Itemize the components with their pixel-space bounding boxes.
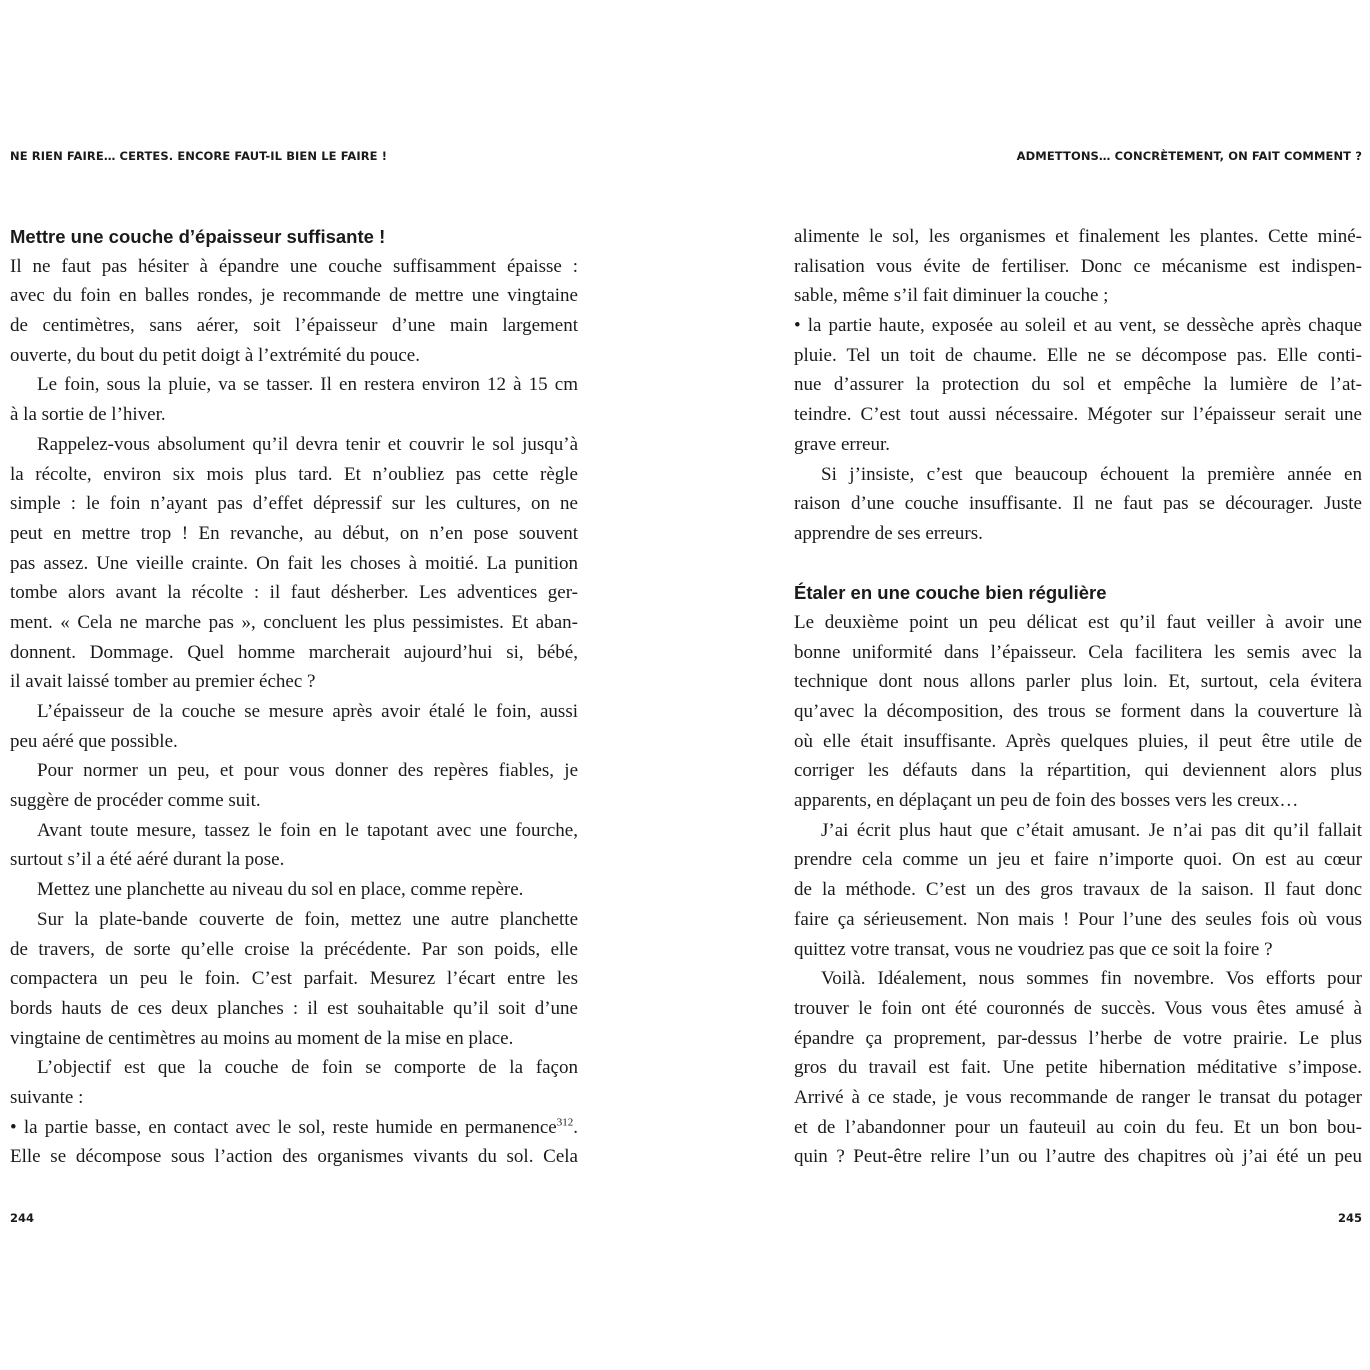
text-line: grave erreur. xyxy=(794,433,890,455)
text-line: de la méthode. C’est un des gros travaux de la saison. Il faut donc xyxy=(794,879,1362,901)
running-head-left: NE RIEN FAIRE… CERTES. ENCORE FAUT-IL BIEN LE FAIRE ! xyxy=(10,149,388,163)
text-line: teindre. C’est tout aussi nécessaire. Mégoter sur l’épaisseur serait une xyxy=(794,404,1362,426)
text-line: ralisation vous évite de fertiliser. Donc ce mécanisme est indispen- xyxy=(794,255,1362,277)
text-line: pluie. Tel un toit de chaume. Elle ne se décompose pas. Elle conti- xyxy=(794,344,1362,366)
text-line: L’objectif est que la couche de foin se comporte de la façon xyxy=(37,1057,578,1079)
text-line: gros du travail est fait. Une petite hibernation méditative s’impose. xyxy=(794,1057,1362,1079)
text-line: avec du foin en balles rondes, je recommande de mettre une vingtaine xyxy=(10,285,578,307)
text-line: bonne uniformité dans l’épaisseur. Cela facilitera les semis avec la xyxy=(794,641,1362,663)
page-number-right: 245 xyxy=(1337,1211,1362,1225)
text-line: • la partie haute, exposée au soleil et au vent, se dessèche après chaque xyxy=(794,315,1362,337)
text-line: ouverte, du bout du petit doigt à l’extrémité du pouce. xyxy=(10,344,420,366)
text-line: technique dont nous allons parler plus loin. Et, surtout, cela évitera xyxy=(794,671,1362,693)
text-line: suivante : xyxy=(10,1086,84,1108)
text-line: surtout s’il a été aéré durant la pose. xyxy=(10,849,285,871)
text-line: où elle était insuffisante. Après quelques pluies, il peut être utile de xyxy=(794,730,1362,752)
right-page xyxy=(794,0,1362,1370)
text-line: Pour normer un peu, et pour vous donner des repères fiables, je xyxy=(37,760,578,782)
text-line: prendre cela comme un jeu et faire n’importe quoi. On est au cœur xyxy=(794,849,1362,871)
text-line: suggère de procéder comme suit. xyxy=(10,790,261,812)
running-head-right: ADMETTONS… CONCRÈTEMENT, ON FAIT COMMENT ? xyxy=(1016,149,1362,163)
text-line: • la partie basse, en contact avec le sol, reste humide en permanence$^{312}$. xyxy=(10,1116,578,1138)
text-line: vingtaine de centimètres au moins au moment de la mise en place. xyxy=(10,1027,514,1049)
text-line: quittez votre transat, vous ne voudriez pas que ce soit la foire ? xyxy=(794,938,1273,960)
text-line: bords hauts de ces deux planches : il est souhaitable qu’il soit d’une xyxy=(10,997,578,1019)
text-line: nue d’assurer la protection du sol et empêche la lumière de l’at- xyxy=(794,374,1362,396)
text-line: alimente le sol, les organismes et finalement les plantes. Cette miné- xyxy=(794,226,1362,247)
text-line: Il ne faut pas hésiter à épandre une couche suffisamment épaisse : xyxy=(10,255,578,277)
text-line: Rappelez-vous absolument qu’il devra tenir et couvrir le sol jusqu’à xyxy=(37,433,578,455)
text-line: Le deuxième point un peu délicat est qu’il faut veiller à avoir une xyxy=(794,611,1362,633)
text-line: J’ai écrit plus haut que c’était amusant. Je n’ai pas dit qu’il fallait xyxy=(821,819,1362,841)
text-line: Si j’insiste, c’est que beaucoup échouent la première année en xyxy=(821,463,1362,485)
text-line: Sur la plate-bande couverte de foin, mettez une autre planchette xyxy=(37,908,578,930)
page-number-left: 244 xyxy=(10,1211,35,1225)
text-line: L’épaisseur de la couche se mesure après avoir étalé le foin, aussi xyxy=(37,701,578,722)
text-line: pas assez. Une vieille crainte. On fait les choses à moitié. La punition xyxy=(10,552,578,574)
left-page-body xyxy=(10,222,578,1172)
text-line: raison d’une couche insuffisante. Il ne faut pas se décourager. Juste xyxy=(794,493,1362,515)
right-page-body xyxy=(794,222,1362,1172)
text-line: simple : le foin n’ayant pas d’effet dépressif sur les cultures, on ne xyxy=(10,493,578,515)
text-line: qu’avec la décomposition, des trous se forment dans la couverture là xyxy=(794,701,1362,722)
text-line: la récolte, environ six mois plus tard. Et n’oubliez pas cette règle xyxy=(10,463,578,485)
text-line: trouver le foin ont été couronnés de succès. Vous vous êtes amusé à xyxy=(794,997,1362,1019)
text-line: et de l’abandonner pour un fauteuil au coin du feu. Et un bon bou- xyxy=(794,1116,1362,1138)
text-line: à la sortie de l’hiver. xyxy=(10,404,166,426)
text-line: de centimètres, sans aérer, soit l’épaisseur d’une main largement xyxy=(10,315,578,337)
text-line: Arrivé à ce stade, je vous recommande de ranger le transat du potager xyxy=(794,1086,1362,1108)
text-line: corriger les défauts dans la répartition, qui deviennent alors plus xyxy=(794,760,1362,782)
text-line: Avant toute mesure, tassez le foin en le tapotant avec une fourche, xyxy=(37,819,578,841)
footnote-marker: 312 xyxy=(556,1116,574,1129)
text-line: compactera un peu le foin. C’est parfait. Mesurez l’écart entre les xyxy=(10,968,578,990)
text-line: apprendre de ses erreurs. xyxy=(794,522,983,544)
text-line: quin ? Peut-être relire l’un ou l’autre des chapitres où j’ai été un peu xyxy=(794,1146,1362,1168)
text-line: sable, même s’il fait diminuer la couche ; xyxy=(794,285,1109,307)
text-line: il avait laissé tomber au premier échec ? xyxy=(10,671,316,693)
left-page xyxy=(10,0,578,1370)
text-line: faire ça sérieusement. Non mais ! Pour l’une des seules fois où vous xyxy=(794,908,1362,930)
text-line: donnent. Dommage. Quel homme marcherait aujourd’hui si, bébé, xyxy=(10,641,578,663)
text-line: apparents, en déplaçant un peu de foin des bosses vers les creux… xyxy=(794,790,1299,812)
section-heading: Mettre une couche d’épaisseur suffisante ! xyxy=(10,226,386,247)
text-line: peut en mettre trop ! En revanche, au début, on n’en pose souvent xyxy=(10,522,578,544)
text-line: épandre ça proprement, par-dessus l’herbe de votre prairie. Le plus xyxy=(794,1027,1362,1049)
text-line: ment. « Cela ne marche pas », concluent les plus pessimistes. Et aban- xyxy=(10,611,578,633)
text-line: Voilà. Idéalement, nous sommes fin novembre. Vos efforts pour xyxy=(821,968,1362,990)
text-line: Elle se décompose sous l’action des organismes vivants du sol. Cela xyxy=(10,1146,578,1168)
text-line: Mettez une planchette au niveau du sol en place, comme repère. xyxy=(37,879,524,901)
paragraph-gap xyxy=(794,549,1362,579)
text-line: de travers, de sorte qu’elle croise la précédente. Par son poids, elle xyxy=(10,938,578,960)
text-line: peu aéré que possible. xyxy=(10,730,178,752)
section-heading: Étaler en une couche bien régulière xyxy=(794,582,1107,604)
text-line: tombe alors avant la récolte : il faut désherber. Les adventices ger- xyxy=(10,582,578,604)
text-line: Le foin, sous la pluie, va se tasser. Il en restera environ 12 à 15 cm xyxy=(37,374,578,396)
